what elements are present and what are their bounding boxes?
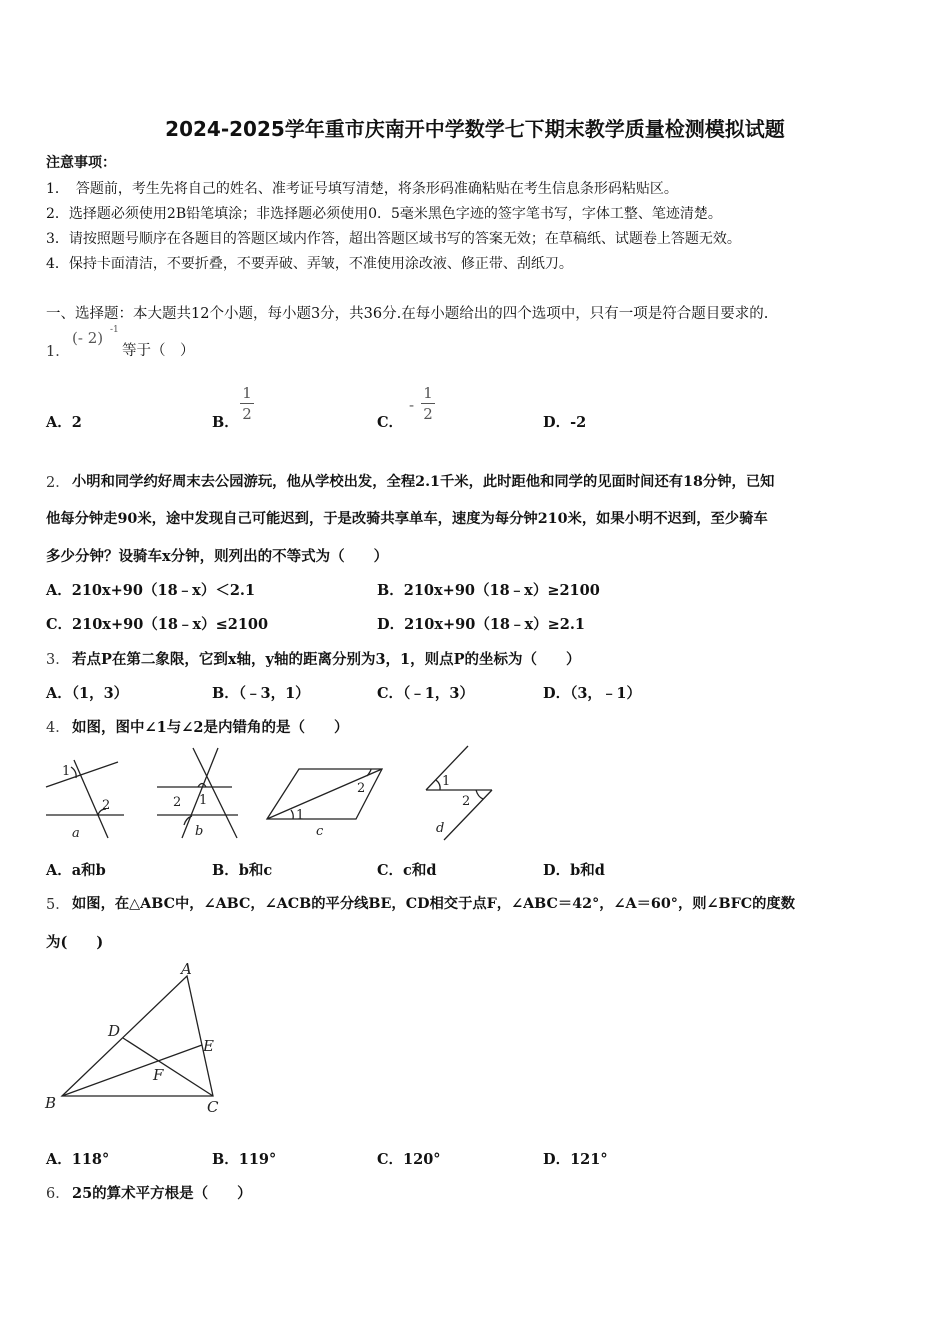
triangle-abc: [62, 976, 213, 1096]
angle-arc: [436, 780, 440, 790]
notice-item: 4．保持卡面清洁，不要折叠，不要弄破、弄皱，不准使用涂改液、修正带、刮纸刀。: [46, 256, 573, 272]
question-number: 3．: [46, 652, 70, 668]
figure-label: c: [316, 824, 324, 839]
option-c[interactable]: C．: [377, 414, 404, 431]
option-a[interactable]: A．118°: [46, 1151, 110, 1168]
vertex-label: F: [153, 1066, 164, 1084]
bisector-be: [62, 1045, 202, 1096]
figure-label: 2: [357, 781, 366, 796]
question-stem-line: 如图，在△ABC中，∠ABC，∠ACB的平分线BE，CD相交于点F，∠ABC＝42°，∠A＝60°，则∠BFC的度数: [72, 896, 796, 912]
question-number: 4．: [46, 720, 70, 736]
option-c[interactable]: C．c和d: [377, 862, 437, 879]
figure-a-line: [46, 762, 118, 787]
question-stem: 等于（ ）: [122, 343, 195, 359]
question-stem-line: 为( ): [46, 934, 104, 951]
question-number: 6．: [46, 1186, 70, 1202]
option-c[interactable]: C．210x+90（18﹣x）≤2100: [46, 616, 269, 633]
fraction-bar: [421, 403, 435, 404]
option-d[interactable]: D．210x+90（18﹣x）≥2.1: [377, 616, 586, 633]
option-a[interactable]: A．a和b: [46, 862, 106, 879]
notice-item: 3．请按照题号顺序在各题目的答题区域内作答，超出答题区域书写的答案无效；在草稿纸、试题卷上答题无效。: [46, 231, 741, 247]
option-c[interactable]: C．（﹣1，3）: [377, 685, 474, 702]
fraction-one-half: [240, 384, 254, 423]
negative-sign: -: [409, 396, 415, 414]
figure-label: a: [72, 826, 80, 841]
option-d[interactable]: D．（3，﹣1）: [543, 685, 642, 702]
bisector-cd: [123, 1038, 213, 1096]
figure-label: 2: [173, 795, 182, 810]
question-stem: 25的算术平方根是（ ）: [72, 1185, 252, 1202]
option-b[interactable]: B．（﹣3，1）: [212, 685, 310, 702]
option-d[interactable]: D．-2: [543, 414, 587, 431]
page-title: 2024-2025学年重市庆南开中学数学七下期末教学质量检测模拟试题: [165, 117, 785, 141]
option-b[interactable]: B．210x+90（18﹣x）≥2100: [377, 582, 600, 599]
option-c[interactable]: C．120°: [377, 1151, 441, 1168]
vertex-label: C: [207, 1098, 219, 1116]
fraction-denominator: 2: [242, 405, 252, 423]
vertex-label: E: [203, 1037, 214, 1055]
question-number: 1．: [46, 344, 70, 360]
option-d[interactable]: D．b和d: [543, 862, 605, 879]
power-base: (- 2): [72, 329, 104, 347]
question-stem: 若点P在第二象限，它到x轴，y轴的距离分别为3，1，则点P的坐标为（ ）: [72, 651, 581, 668]
option-d[interactable]: D．121°: [543, 1151, 608, 1168]
option-a[interactable]: A．210x+90（18﹣x）＜2.1: [46, 582, 256, 599]
figure-label: 1: [296, 808, 305, 823]
question-stem: 如图，图中∠1与∠2是内错角的是（ ）: [72, 719, 349, 736]
angle-arc: [476, 790, 483, 799]
vertex-label: D: [108, 1022, 121, 1040]
fraction-bar: [240, 403, 254, 404]
figure-label: 1: [199, 793, 208, 808]
angle-figures: [40, 742, 510, 842]
section-heading: 一、选择题：本大题共12个小题，每小题3分，共36分.在每小题给出的四个选项中，只有一项是符合题目要求的.: [46, 306, 769, 322]
triangle-figure: [40, 958, 240, 1118]
vertex-label: A: [181, 960, 192, 978]
question-number: 2．: [46, 475, 70, 491]
notice-item: 2．选择题必须使用2B铅笔填涂；非选择题必须使用0．5毫米黑色字迹的签字笔书写，字体工整、笔迹清楚。: [46, 206, 722, 222]
question-number: 5．: [46, 897, 70, 913]
vertex-label: B: [45, 1094, 57, 1112]
figure-label: 1: [62, 764, 71, 779]
question-stem-line: 小明和同学约好周末去公园游玩，他从学校出发，全程2.1千米，此时距他和同学的见面时间还有18分钟，已知: [72, 474, 775, 490]
option-a[interactable]: A．（1，3）: [46, 685, 129, 702]
figure-label: 2: [102, 798, 111, 813]
notice-heading: 注意事项：: [46, 155, 116, 171]
fraction-one-half: [421, 384, 435, 423]
figure-label: 2: [462, 794, 471, 809]
option-b[interactable]: B．b和c: [212, 862, 273, 879]
option-b[interactable]: B．: [212, 414, 239, 431]
option-b[interactable]: B．119°: [212, 1151, 277, 1168]
option-a[interactable]: A．2: [46, 414, 82, 431]
question-stem-line: 他每分钟走90米，途中发现自己可能迟到，于是改骑共享单车，速度为每分钟210米，如果小明不迟到，至少骑车: [46, 511, 768, 527]
fraction-denominator: 2: [423, 405, 433, 423]
figure-label: b: [195, 824, 204, 839]
angle-arc: [291, 810, 293, 819]
power-exponent: -1: [110, 325, 119, 335]
fraction-numerator: 1: [242, 384, 252, 402]
figure-label: d: [436, 821, 445, 836]
fraction-numerator: 1: [423, 384, 433, 402]
figure-label: 1: [442, 774, 451, 789]
question-stem-line: 多少分钟？设骑车x分钟，则列出的不等式为（ ）: [46, 548, 389, 565]
notice-item: 1． 答题前，考生先将自己的姓名、准考证号填写清楚，将条形码准确粘贴在考生信息条形码粘贴区。: [46, 181, 678, 197]
